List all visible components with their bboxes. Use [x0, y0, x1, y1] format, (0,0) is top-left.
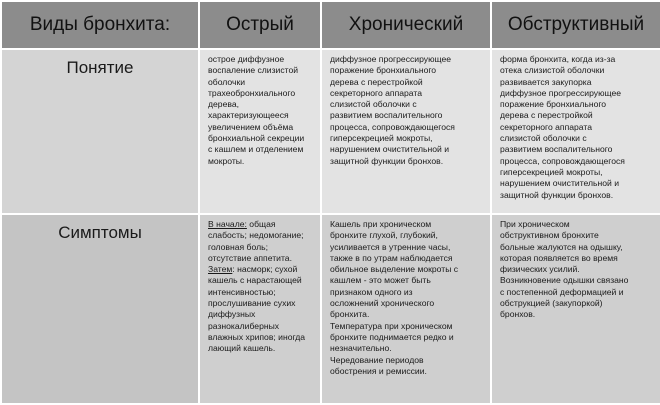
symptoms-acute: [199, 214, 321, 404]
symptoms-chronic: Кашель при хроническом бронхите глухой, глубокий, усиливается в утренние часы, также в по утрам наблюдается обильное выделение мокроты с кашлем - это может быть признаком одного из осложнений хронического бронхита. Температура при хроническом бронхите поднимается редко и незначительно. Чередование периодов обострения и ремиссии.: [321, 214, 491, 404]
table-row-symptoms: [1, 214, 660, 404]
row-label-symptoms: Симптомы: [1, 214, 199, 404]
later-stage-text: : насморк; сухой кашель с нарастающей интенсивностью; прослушивание сухих диффузных разнокалиберных влажных хрипов; иногда лающий кашель.: [208, 264, 306, 354]
header-acute: Острый: [199, 1, 321, 49]
header-types: Виды бронхита:: [1, 1, 199, 49]
concept-acute: острое диффузное воспаление слизистой оболочки трахеобронхиального дерева, характеризующееся увеличением объёма бронхиальной секреции с кашлем и отделением мокроты.: [199, 49, 321, 214]
later-stage-label: Затем: [208, 264, 233, 275]
concept-obstructive: форма бронхита, когда из-за отека слизистой оболочки развивается закупорка диффузное прогрессирующее поражение бронхиального дерева с перестройкой секреторного аппарата слизистой оболочки с развитием воспалительного процесса, сопровождающегося гиперсекрецией мокроты, нарушением очистительной и защитной функции бронхов.: [491, 49, 660, 214]
symptoms-obstructive: При хроническом обструктивном бронхите больные жалуются на одышку, которая появляется во время физических усилий. Возникновение одышки связано с постепенной деформацией и обструкцией (закупоркой) бронхов.: [491, 214, 660, 404]
row-label-concept: Понятие: [1, 49, 199, 214]
early-stage-text: общая слабость; недомогание; головная боль; отсутствие аппетита.: [208, 219, 304, 263]
early-stage-label: В начале:: [208, 219, 247, 229]
concept-chronic: диффузное прогрессирующее поражение бронхиального дерева с перестройкой секреторного аппарата слизистой оболочки с развитием воспалительного процесса, сопровождающегося гиперсекрецией мокроты, нарушением очистительной и защитной функции бронхов.: [321, 49, 491, 214]
table-row-concept: [1, 49, 660, 214]
header-chronic: Хронический: [321, 1, 491, 49]
header-row: [1, 1, 660, 49]
header-obstructive: Обструктивный: [491, 1, 660, 49]
